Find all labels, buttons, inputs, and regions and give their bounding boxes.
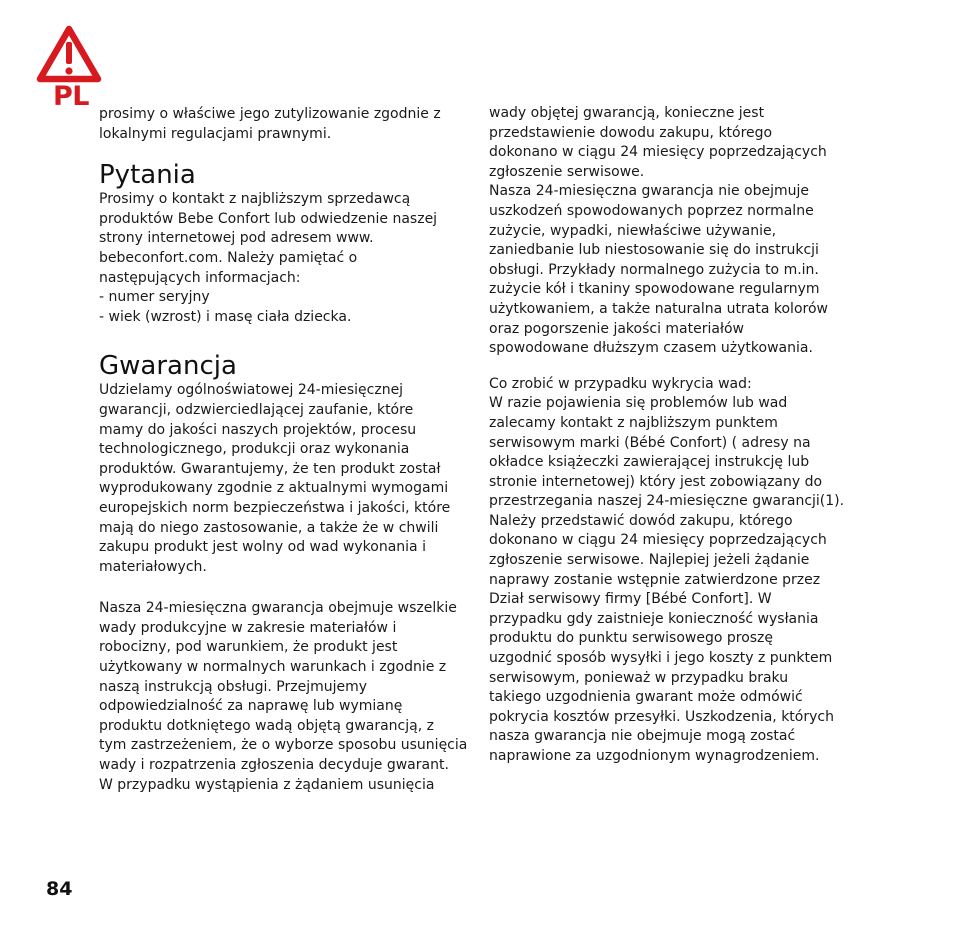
intro-paragraph: prosimy o właściwe jego zutylizowanie zgodnie z lokalnymi regulacjami prawnymi. <box>99 106 441 142</box>
warning-triangle-icon <box>36 24 102 84</box>
page-number: 84 <box>46 878 73 900</box>
right-column <box>489 104 859 767</box>
warranty-continued-paragraph: wady objętej gwarancją, konieczne jest przedstawienie dowodu zakupu, którego dokonano w ciągu 24 miesięcy poprzedzających zgłoszenie serwisowe. <box>489 105 827 180</box>
language-code: PL <box>53 81 89 112</box>
gwarancja-paragraph-1: Udzielamy ogólnoświatowej 24-miesięcznej gwarancji, odzwierciedlającej zaufanie, które mamy do jakości naszych projektów, procesu technologicznego, produkcji oraz wykonania produktów. Gwarantujemy, że ten produkt został wyprodukowany zgodnie z aktualnymi wymogami europejskich norm bezpieczeństwa i jakości, które mają do niego zastosowanie, a także że w chwili zakupu produkt jest wolny od wad wykonania i materiałowych. <box>99 382 451 575</box>
left-column <box>99 105 469 795</box>
pytania-paragraph: Prosimy o kontakt z najbliższym sprzedawcą produktów Bebe Confort lub odwiedzenie naszej strony internetowej pod adresem www. bebeconfort.com. Należy pamiętać o następujących informacjach: - numer seryjny - wiek (wzrost) i masę ciała dziecka. <box>99 191 438 325</box>
defect-procedure-paragraph: Co zrobić w przypadku wykrycia wad: W razie pojawienia się problemów lub wad zalecamy kontakt z najbliższym punktem serwisowym marki (Bébé Confort) ( adresy na okładce książeczki zawierającej instrukcję lub stronie internetowej) który jest zobowiązany do przestrzegania naszej 24-miesięczne gwarancji(1). Należy przedstawić dowód zakupu, którego dokonano w ciągu 24 miesięcy poprzedzających zgłoszenie serwisowe. Najlepiej jeżeli żądanie naprawy zostanie wstępnie zatwierdzone przez Dział serwisowy firmy [Bébé Confort]. W przypadku gdy zaistnieje konieczność wysłania produktu do punktu serwisowego proszę uzgodnić sposób wysyłki i jego koszty z punktem serwisowym, ponieważ w przypadku braku takiego uzgodnienia gwarant może odmówić pokrycia kosztów przesyłki. Uszkodzenia, których nasza gwarancja nie obejmuje mogą zostać naprawione za uzgodnionym wynagrodzeniem. <box>489 375 845 764</box>
warranty-exclusions-paragraph: Nasza 24-miesięczna gwarancja nie obejmuje uszkodzeń spowodowanych poprzez normalne zużycie, wypadki, niewłaściwe używanie, zaniedbanie lub niestosowanie się do instrukcji obsługi. Przykłady normalnego zużycia to m.in. zużycie kół i tkaniny spowodowane regularnym użytkowaniem, a także naturalna utrata kolorów oraz pogorszenie jakości materiałów spowodowane dłuższym czasem użytkowania. <box>489 183 828 357</box>
section-title-pytania: Pytania <box>99 160 196 191</box>
gwarancja-paragraph-2: Nasza 24-miesięczna gwarancja obejmuje wszelkie wady produkcyjne w zakresie materiałów i robocizny, pod warunkiem, że produkt jest użytkowany w normalnych warunkach i zgodnie z naszą instrukcją obsługi. Przejmujemy odpowiedzialność za naprawę lub wymianę produktu dotkniętego wadą objętą gwarancją, z tym zastrzeżeniem, że o wyborze sposobu usunięcia wady i rozpatrzenia zgłoszenia decyduje gwarant. W przypadku wystąpienia z żądaniem usunięcia <box>99 600 468 793</box>
section-title-gwarancja: Gwarancja <box>99 351 237 382</box>
